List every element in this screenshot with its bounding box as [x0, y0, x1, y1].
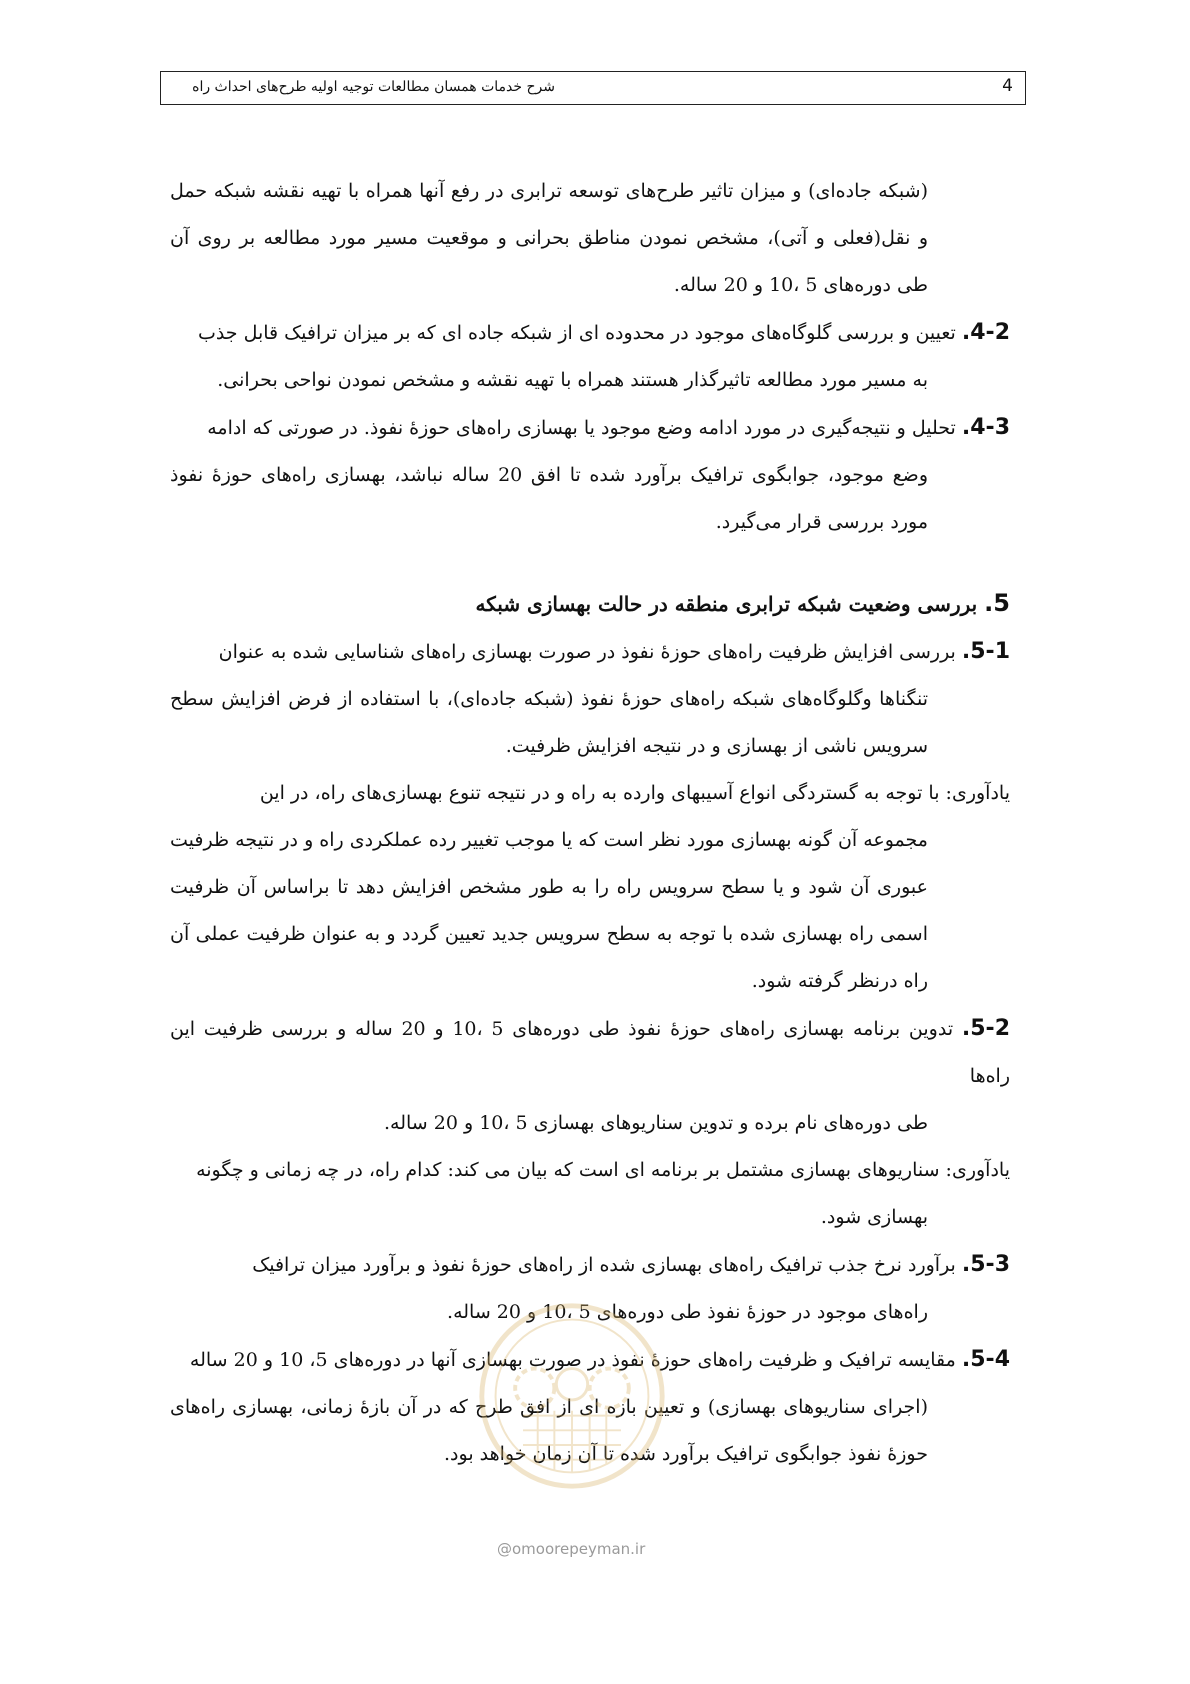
note-5-1 [170, 770, 1010, 1005]
seal-watermark-icon [474, 1298, 670, 1494]
item-text-continued: طی دوره‌های نام برده و تدوین سناریوهای بهسازی 5 ،10 و 20 ساله. [383, 1112, 928, 1134]
item-text: بررسی افزایش ظرفیت راه‌های حوزۀ نفوذ در صورت بهسازی راه‌های شناسایی شده به عنوان [218, 641, 956, 663]
item-text-continued: (اجرای سناریوهای بهسازی) و تعیین بازه ای از افق طرح که در آن بازۀ زمانی، بهسازی راه‌های حوزۀ نفوذ جوابگوی ترافیک برآورد شده تا آن زمان خواهد بود. [170, 1396, 928, 1465]
page-number: 4 [1002, 76, 1013, 96]
item-number: 4-2. [961, 320, 1010, 345]
item-text: تعیین و بررسی گلوگاه‌های موجود در محدوده ای از شبکه جاده ای که بر میزان ترافیک قابل جذب [197, 322, 956, 344]
note-text-continued: مجموعه آن گونه بهسازی مورد نظر است که یا موجب تغییر رده عملکردی راه و در نتیجه ظرفیت عبوری آن شود و یا سطح سرویس راه را به طور مشخص افزایش دهد تا براساس آن ظرفیت اسمی راه بهسازی شده با توجه به سطح سرویس جدید تعیین گردد و به عنوان ظرفیت عملی آن راه درنظر گرفته شود. [170, 829, 928, 992]
section-title: بررسی وضعیت شبکه ترابری منطقه در حالت بهسازی شبکه [475, 592, 978, 616]
list-item-4-3 [170, 404, 1010, 546]
document-body [170, 168, 1010, 1478]
note-text-continued: بهسازی شود. [820, 1206, 928, 1228]
item-text: تدوین برنامه بهسازی راه‌های حوزۀ نفوذ طی دوره‌های 5 ،10 و 20 ساله و بررسی ظرفیت این راه‌ها [170, 1018, 1010, 1087]
note-text: یادآوری: سناریوهای بهسازی مشتمل بر برنامه ای است که بیان می کند: کدام راه، در چه زمانی و چگونه [196, 1159, 1010, 1181]
item-number: 5-2. [961, 1016, 1010, 1041]
list-item-4-2 [170, 309, 1010, 404]
at-icon: @ [497, 1540, 512, 1558]
item-text-continued: راه‌های موجود در حوزۀ نفوذ طی دوره‌های 5 ،10 و 20 ساله. [447, 1301, 928, 1323]
list-item-5-1 [170, 628, 1010, 770]
item-text: تحلیل و نتیجه‌گیری در مورد ادامه وضع موجود یا بهسازی راه‌های حوزۀ نفوذ. در صورتی که ادامه [207, 417, 956, 439]
item-text-continued: به مسیر مورد مطالعه تاثیرگذار هستند همراه با تهیه نقشه و مشخص نمودن نواحی بحرانی. [217, 369, 928, 391]
continuation-paragraph: (شبکه جاده‌ای) و میزان تاثیر طرح‌های توسعه ترابری در رفع آنها همراه با تهیه نقشه شبکه حمل و نقل(فعلی و آتی)، مشخص نمودن مناطق بحرانی و موقعیت مسیر مورد مطالعه بر روی آن طی دوره‌های 5 ،10 و 20 ساله. [170, 180, 928, 296]
item-number: 5-3. [961, 1252, 1010, 1277]
section-number: 5. [984, 589, 1010, 617]
item-text: برآورد نرخ جذب ترافیک راه‌های بهسازی شده از راه‌های حوزۀ نفوذ و برآورد میزان ترافیک [252, 1254, 956, 1276]
note-5-2 [170, 1147, 1010, 1241]
item-number: 5-1. [961, 639, 1010, 664]
item-number: 4-3. [961, 415, 1010, 440]
item-text: مقایسه ترافیک و ظرفیت راه‌های حوزۀ نفوذ در صورت بهسازی آنها در دوره‌های 5، 10 و 20 ساله [189, 1349, 956, 1371]
item-text-continued: وضع موجود، جوابگوی ترافیک برآورد شده تا افق 20 ساله نباشد، بهسازی راه‌های حوزۀ نفوذ مورد بررسی قرار می‌گیرد. [170, 464, 928, 533]
footer-website [497, 1540, 645, 1558]
list-item-5-2 [170, 1005, 1010, 1147]
item-text-continued: تنگناها وگلوگاه‌های شبکه راه‌های حوزۀ نفوذ (شبکه جاده‌ای)، با استفاده از فرض افزایش سطح سرویس ناشی از بهسازی و در نتیجه افزایش ظرفیت. [170, 688, 928, 757]
page-header [160, 71, 1026, 105]
section-5-heading [170, 580, 1010, 628]
item-number: 5-4. [961, 1347, 1010, 1372]
footer-url-text: omoorepeyman.ir [512, 1540, 646, 1558]
note-text: یادآوری: با توجه به گستردگی انواع آسیبهای وارده به راه و در نتیجه تنوع بهسازی‌های راه، در این [259, 782, 1010, 804]
header-title: شرح خدمات همسان مطالعات توجیه اولیه طرح‌های احداث راه [192, 79, 555, 95]
